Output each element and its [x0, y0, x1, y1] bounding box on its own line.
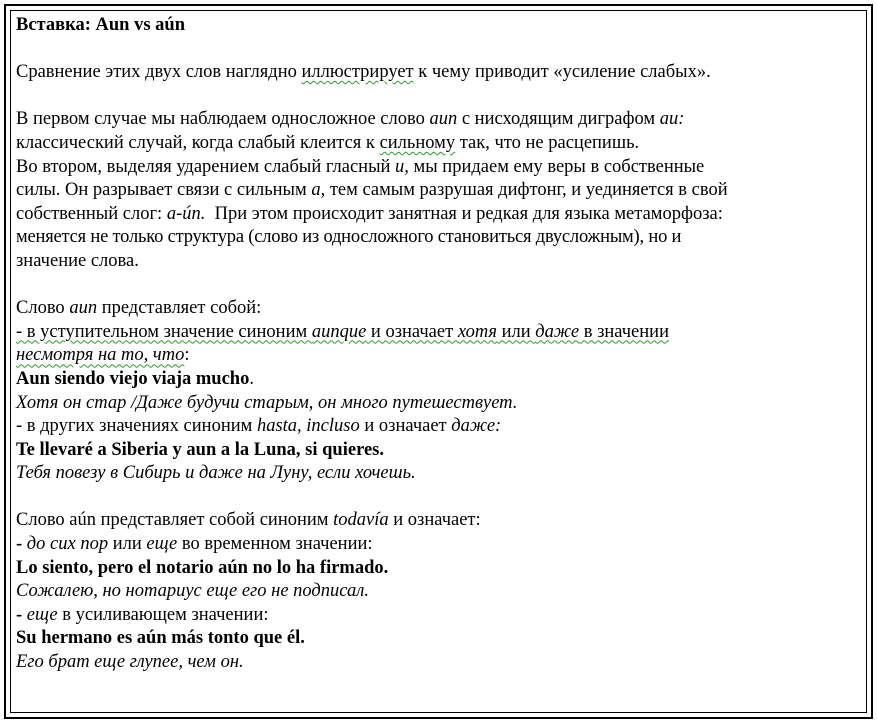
spacer — [16, 274, 861, 298]
text: во временном значении: — [177, 534, 373, 555]
italic-term: a, — [311, 180, 326, 201]
italic-term: еще — [26, 604, 58, 625]
para1-line3 — [16, 156, 861, 180]
text: - в уступительном значение синоним — [16, 321, 312, 342]
aun-line3 — [16, 344, 861, 368]
text: и означает — [366, 321, 458, 342]
para1-line6: меняется не только структура (слово из односложного становиться двусложным), но и — [16, 227, 682, 248]
text: : — [184, 345, 190, 366]
document-title: Вставка: Aun vs aún — [16, 15, 185, 35]
text: собственный слог: — [16, 203, 167, 224]
italic-term: u, — [395, 156, 409, 177]
text: тем самым разрушая дифтонг, и уединяется в свой — [325, 180, 728, 201]
text: При этом происходит занятная и редкая для языка метаморфоза: — [205, 203, 723, 224]
text: силы. Он разрывает связи с сильным — [16, 180, 312, 201]
para1-line1 — [16, 108, 861, 132]
italic-term: hasta, incluso — [256, 416, 360, 437]
text: или — [497, 321, 536, 342]
italic-term: aun — [429, 109, 458, 130]
para1-line7: значение слова. — [16, 250, 139, 271]
text: Слово aún представляет собой синоним — [16, 510, 334, 531]
text: классический случай, когда слабый клеится к — [16, 132, 380, 153]
italic-term: хотя — [457, 321, 497, 342]
aun-line2 — [16, 321, 861, 345]
aun-accent-example1: Lo siento, pero el notario aún no lo ha firmado. — [16, 557, 389, 578]
text: в усиливающем значении: — [57, 604, 269, 625]
aun-example1 — [16, 368, 861, 392]
spacer — [16, 486, 861, 510]
aun-accent-translation2: Его брат еще глупее, чем он. — [16, 652, 244, 673]
text: В первом случае мы наблюдаем односложное слово — [16, 109, 430, 130]
spellcheck-phrase — [16, 322, 669, 342]
intro-text-end: к чему приводит «усиление слабых». — [413, 62, 711, 83]
intro-line — [16, 61, 861, 85]
spellcheck-word: сильному — [379, 132, 456, 153]
italic-term: aunque — [311, 321, 367, 342]
aun-accent-line3 — [16, 604, 861, 628]
aun-translation2: Тебя повезу в Сибирь и даже на Луну, если хочешь. — [16, 463, 416, 484]
para1-line2 — [16, 132, 861, 156]
text: в значении — [579, 321, 669, 342]
text: Слово — [16, 298, 70, 319]
spacer — [16, 85, 861, 109]
aun-accent-line2 — [16, 533, 861, 557]
italic-term: todavía — [333, 510, 389, 531]
spellcheck-word: иллюстрирует — [301, 62, 414, 83]
text: - — [16, 534, 27, 555]
italic-term: даже — [535, 321, 580, 342]
italic-term: даже: — [451, 416, 502, 437]
text: . — [249, 368, 254, 389]
text: и означает: — [388, 510, 481, 531]
text: с нисходящим диграфом — [457, 109, 660, 130]
aun-example2: Te llevaré a Siberia y aun a la Luna, si quieres. — [16, 439, 384, 460]
para1-line5 — [16, 203, 861, 227]
text: и означает — [359, 416, 452, 437]
text: представляет собой: — [97, 298, 262, 319]
text: - в других значениях синоним — [16, 416, 257, 437]
text: - — [16, 604, 27, 625]
italic-term: a-ún. — [166, 203, 206, 224]
aun-line4 — [16, 415, 861, 439]
spacer — [16, 38, 861, 62]
spanish-example: Aun siendo viejo viaja mucho — [16, 368, 250, 389]
text: или — [108, 534, 147, 555]
italic-term: еще — [146, 534, 178, 555]
aun-accent-translation1: Сожалею, но нотариус еще его не подписал. — [16, 581, 369, 602]
italic-term: au: — [659, 109, 685, 130]
aun-translation1: Хотя он стар /Даже будучи старым, он много путешествует. — [16, 392, 518, 413]
para1-line4 — [16, 179, 861, 203]
italic-term: aun — [69, 298, 98, 319]
italic-term: до сих пор — [26, 534, 109, 555]
text: Во втором, выделяя ударением слабый гласный — [16, 156, 396, 177]
aun-accent-example2: Su hermano es aún más tonto que él. — [16, 628, 305, 649]
aun-accent-line1 — [16, 509, 861, 533]
text: мы придаем ему веры в собственные — [408, 156, 705, 177]
text: так, что не расцепишь. — [455, 132, 640, 153]
document-content — [16, 14, 861, 675]
intro-text: Сравнение этих двух слов наглядно — [16, 62, 302, 83]
italic-phrase: несмотря на то, что — [16, 345, 185, 366]
aun-line1 — [16, 297, 861, 321]
